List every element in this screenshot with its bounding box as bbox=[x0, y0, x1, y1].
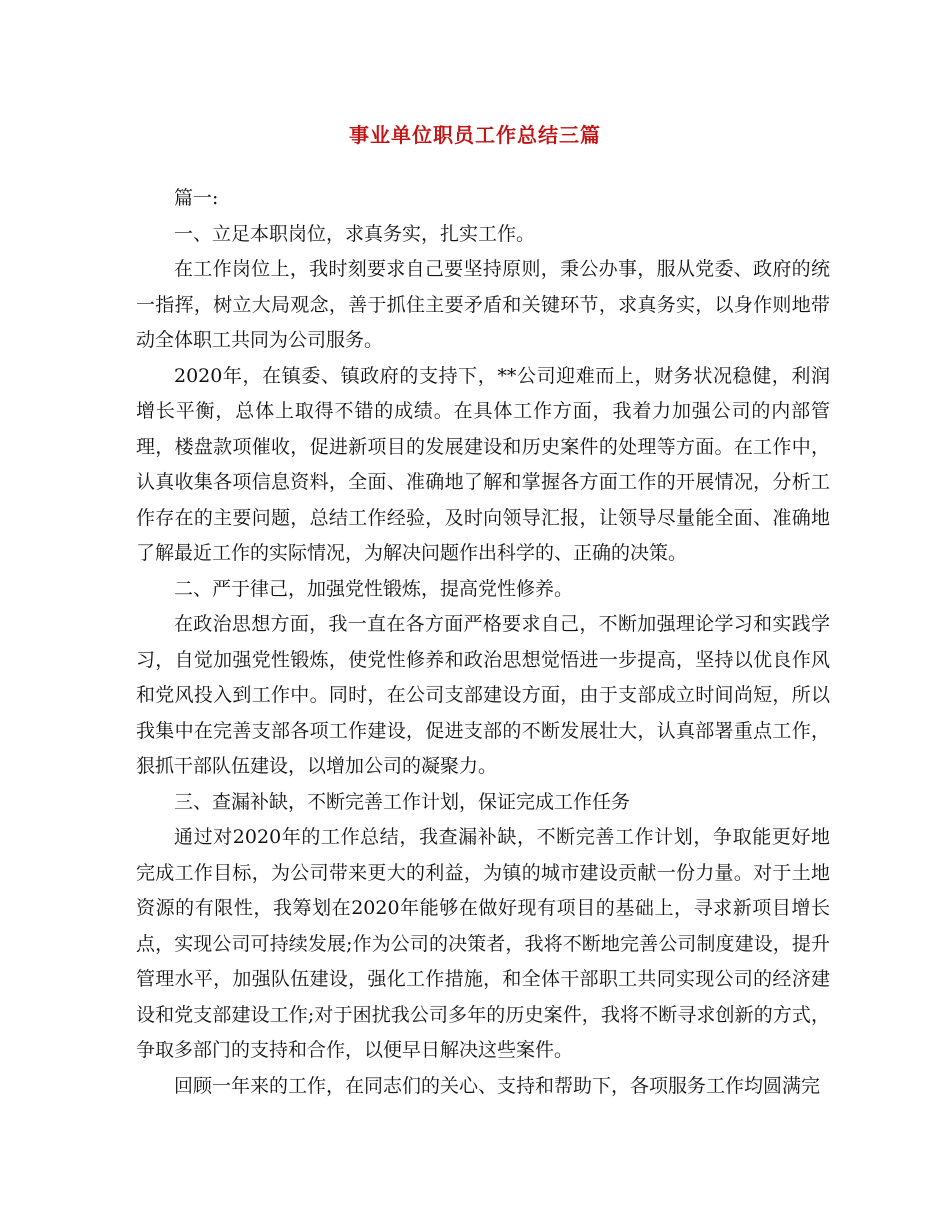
paragraph: 通过对2020年的工作总结，我查漏补缺，不断完善工作计划，争取能更好地完成工作目标，为公司带来更大的利益，为镇的城市建设贡献一份力量。对于土地资源的有限性，我筹划在2020年能够在做好现有项目的基础上，寻求新项目增长点，实现公司可持续发展;作为公司的决策者，我将不断地完善公司制度建设，提升管理水平，加强队伍建设，强化工作措施，和全体干部职工共同实现公司的经济建设和党支部建设工作;对于困扰我公司多年的历史案件，我将不断寻求创新的方式，争取多部门的支持和合作，以便早日解决这些案件。 bbox=[136, 826, 830, 1061]
document-title: 事业单位职员工作总结三篇 bbox=[349, 123, 601, 147]
heading-three: 三、查漏补缺，不断完善工作计划，保证完成工作任务 bbox=[174, 790, 631, 813]
paragraph: 在工作岗位上，我时刻要求自己要坚持原则，秉公办事，服从党委、政府的统一指挥，树立大局观念，善于抓住主要矛盾和关键环节，求真务实，以身作则地带动全体职工共同为公司服务。 bbox=[136, 258, 830, 351]
paragraph: 2020年，在镇委、镇政府的支持下，**公司迎难而上，财务状况稳健，利润增长平衡，总体上取得不错的成绩。在具体工作方面，我着力加强公司的内部管理，楼盘款项催收，促进新项目的发展建设和历史案件的处理等方面。在工作中，认真收集各项信息资料，全面、准确地了解和掌握各方面工作的开展情况，分析工作存在的主要问题，总结工作经验，及时向领导汇报，让领导尽量能全面、准确地了解最近工作的实际情况，为解决问题作出科学的、正确的决策。 bbox=[136, 364, 830, 564]
heading-two: 二、严于律己，加强党性锻炼，提高党性修养。 bbox=[174, 577, 574, 600]
paragraph: 在政治思想方面，我一直在各方面严格要求自己，不断加强理论学习和实践学习，自觉加强党性锻炼，使党性修养和政治思想觉悟进一步提高，坚持以优良作风和党风投入到工作中。同时，在公司支部建设方面，由于支部成立时间尚短，所以我集中在完善支部各项工作建设，促进支部的不断发展壮大，认真部署重点工作，狠抓干部队伍建设，以增加公司的凝聚力。 bbox=[136, 613, 830, 777]
heading-one: 一、立足本职岗位，求真务实，扎实工作。 bbox=[174, 222, 536, 245]
paragraph: 回顾一年来的工作，在同志们的关心、支持和帮助下，各项服务工作均圆满完 bbox=[174, 1074, 821, 1097]
document-body bbox=[136, 181, 830, 1104]
paragraph-section-label: 篇一: bbox=[174, 187, 219, 209]
